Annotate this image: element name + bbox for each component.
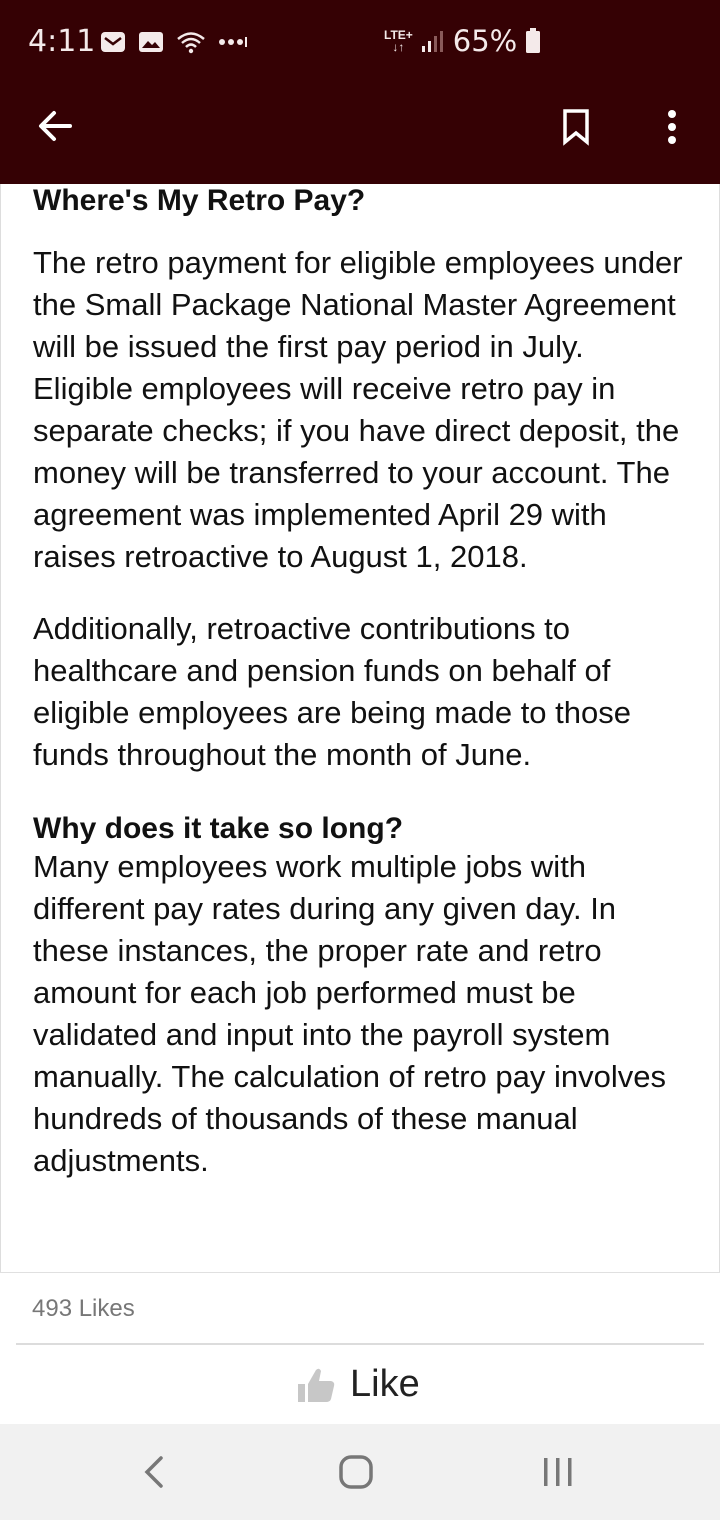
battery-percent: 65%: [452, 24, 518, 58]
article-body: [1, 184, 719, 1182]
network-type: LTE+ ↓↑: [384, 28, 413, 54]
thumbs-up-icon: [296, 1364, 338, 1406]
likes-count[interactable]: 493 Likes: [32, 1295, 135, 1322]
status-right: [384, 24, 541, 58]
like-label: Like: [350, 1363, 420, 1405]
bookmark-icon[interactable]: [556, 102, 596, 150]
nav-back-icon[interactable]: [131, 1448, 179, 1496]
wifi-icon: [176, 30, 206, 54]
signal-icon: [421, 29, 445, 53]
article-paragraph: The retro payment for eligible employees under the Small Package National Master Agreement will be issued the first pay period in July. Eligible employees will receive retro pay in separate checks; if you have direct deposit, the money will be transferred to your account. The agreement was implemented April 29 with raises retroactive to August 1, 2018.: [33, 245, 683, 574]
arrow-left-icon[interactable]: [32, 102, 80, 150]
notification-icons: [100, 30, 248, 54]
article-paragraph: Additionally, retroactive contributions to healthcare and pension funds on behalf of eligible employees are being made to those funds throughout the month of June.: [33, 611, 631, 772]
more-notifications-icon: [218, 36, 248, 48]
gallery-icon: [138, 30, 164, 54]
article-paragraph: Many employees work multiple jobs with different pay rates during any given day. In these instances, the proper rate and retro amount for each job performed must be validated and input into the payroll system manually. The calculation of retro pay involves hundreds of thousands of these manual adjustments.: [33, 849, 666, 1178]
status-time: 4:11: [28, 24, 96, 59]
article-heading: Where's My Retro Pay?: [33, 184, 366, 217]
nav-home-icon[interactable]: [332, 1448, 380, 1496]
like-button[interactable]: [296, 1363, 420, 1406]
navigation-bar: [0, 1424, 720, 1520]
article-scroll-area[interactable]: [0, 184, 720, 1272]
status-bar: [0, 0, 720, 72]
data-arrows-icon: ↓↑: [392, 40, 405, 54]
app-bar: [0, 72, 720, 184]
article-subheading: Why does it take so long?: [33, 812, 404, 845]
battery-icon: [525, 28, 541, 54]
likes-bar: [0, 1272, 720, 1424]
email-icon: [100, 30, 126, 54]
more-vertical-icon[interactable]: [652, 102, 692, 150]
nav-recents-icon[interactable]: [534, 1448, 582, 1496]
divider: [16, 1343, 704, 1345]
